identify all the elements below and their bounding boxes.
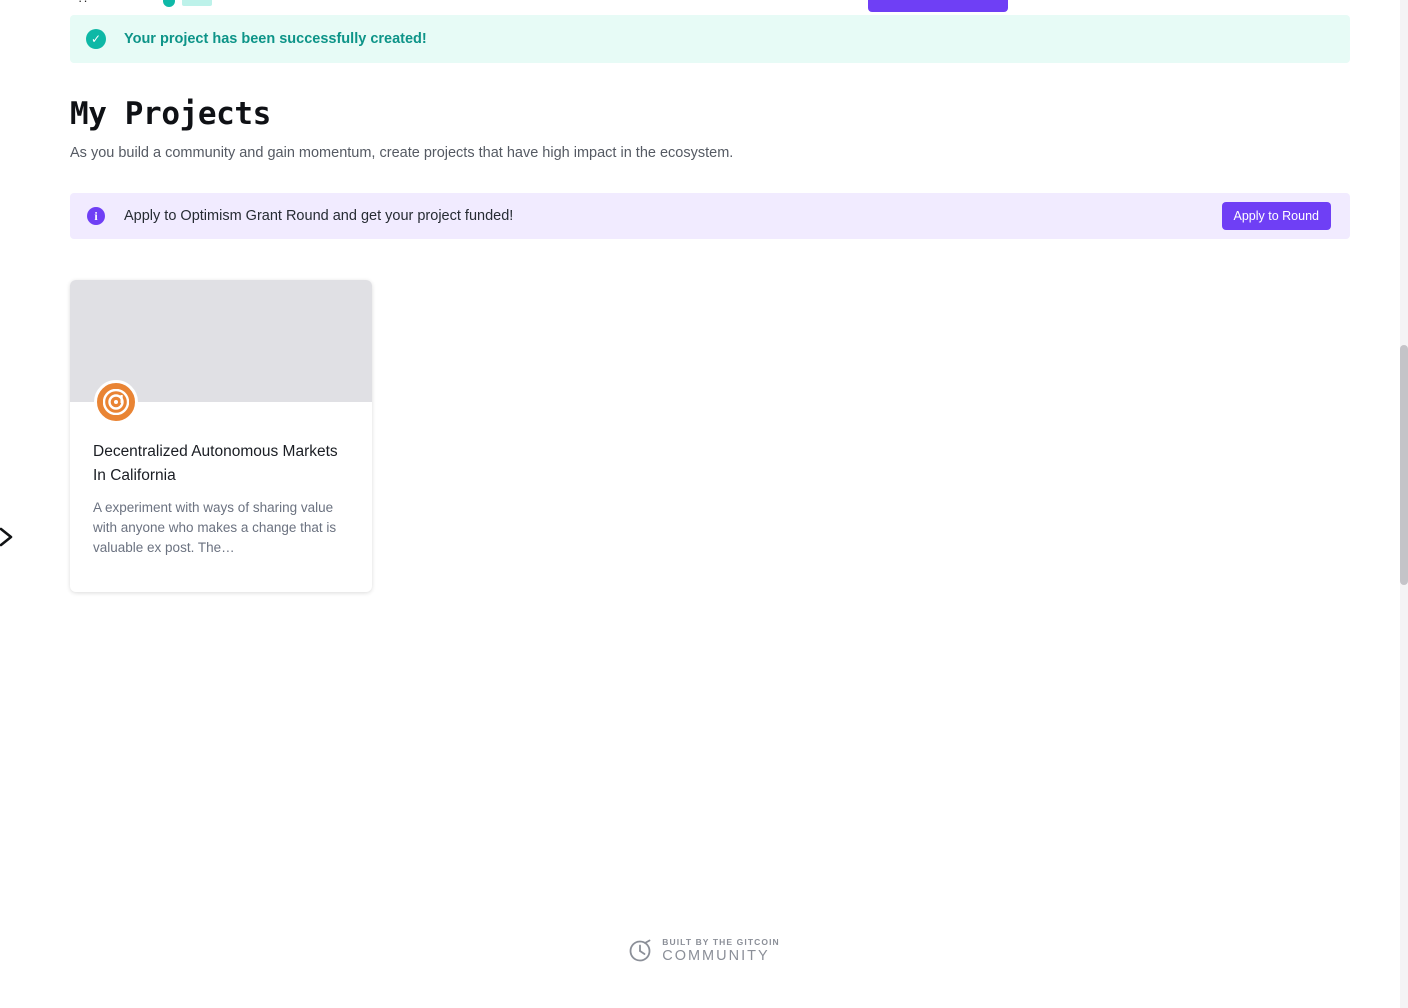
footer — [0, 938, 1408, 964]
project-logo-icon — [94, 380, 138, 424]
page-title: My Projects — [70, 96, 271, 132]
success-banner — [70, 15, 1350, 63]
project-card-title: Decentralized Autonomous Markets In California — [93, 443, 338, 484]
info-icon: i — [87, 207, 105, 225]
success-banner-message: Your project has been successfully created! — [124, 31, 427, 47]
header-primary-button[interactable] — [868, 0, 1008, 12]
page-scrollbar-thumb[interactable] — [1400, 345, 1408, 585]
project-card-description: A experiment with ways of sharing value with anyone who makes a change that is valuable ex post. The… — [93, 500, 337, 555]
chevron-right-icon[interactable] — [0, 520, 20, 554]
footer-built-by: BUILT BY THE GITCOIN — [662, 937, 780, 947]
header-status-dot — [163, 0, 175, 7]
app-header-strip — [0, 0, 1408, 14]
apply-to-round-button[interactable]: Apply to Round — [1222, 202, 1331, 230]
check-circle-icon: ✓ — [86, 29, 106, 49]
header-status-pill — [182, 0, 212, 6]
gitcoin-logo-icon — [628, 939, 652, 963]
project-card[interactable] — [70, 280, 372, 592]
apply-banner-message: Apply to Optimism Grant Round and get your project funded! — [124, 208, 514, 224]
page-subtitle: As you build a community and gain momentum, create projects that have high impact in the ecosystem. — [70, 145, 734, 161]
page-scrollbar-track[interactable] — [1400, 0, 1408, 1008]
header-dots-label: ·· — [78, 0, 89, 8]
footer-text-block — [662, 938, 780, 964]
footer-community: COMMUNITY — [662, 947, 770, 964]
apply-round-banner — [70, 193, 1350, 239]
